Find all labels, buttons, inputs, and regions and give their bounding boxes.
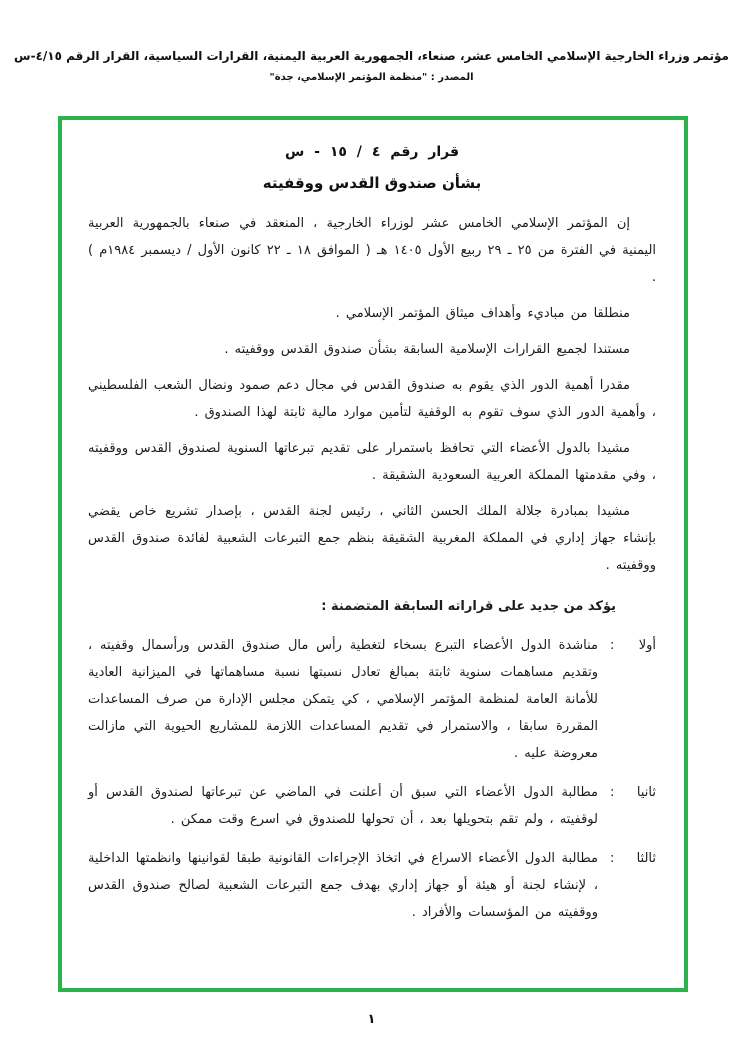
affirmation-line: يؤكد من جديد على قراراته السابقة المتضمنة :	[321, 599, 616, 614]
preamble-paragraph: مشيدا بالدول الأعضاء التي تحافظ باستمرار على تقديم تبرعاتها السنوية لصندوق القدس ووقفيته ، وفي مقدمتها المملكة العربية السعودية الشقيقة .	[88, 441, 656, 483]
document-header-line: مؤتمر وزراء الخارجية الإسلامي الخامس عشر، صنعاء، الجمهورية العربية اليمنية، القرارات السياسية، القرار الرقم ٤/١٥-س	[14, 49, 729, 63]
preamble-paragraph: مشيدا بمبادرة جلالة الملك الحسن الثاني ، رئيس لجنة القدس ، بإصدار تشريع خاص يقضي بإنشاء جهاز إداري في المملكة المغربية الشقيقة بنظم جمع التبرعات الشعبية لفائدة صندوق القدس ووقفيته .	[88, 504, 656, 573]
item-colon: :	[610, 785, 615, 800]
resolution-title: قرار رقم ٤ / ١٥ - س	[284, 144, 460, 160]
preamble-paragraph: منطلقا من مباديء وأهداف ميثاق المؤتمر الإسلامي .	[335, 306, 630, 321]
item-label	[598, 779, 656, 833]
item-text: مطالبة الدول الأعضاء التي سبق أن أعلنت في الماضي عن تبرعاتها لصندوق القدس أو لوقفيته ، ولم تقم بتحويلها بعد ، أن تحولها للصندوق في اسرع وقت ممكن .	[88, 785, 598, 827]
preamble-paragraph: مستندا لجميع القرارات الإسلامية السابقة بشأن صندوق القدس ووقفيته .	[224, 342, 630, 357]
item-label	[598, 845, 656, 926]
resolution-subtitle: بشأن صندوق القدس ووقفيته	[262, 174, 482, 192]
list-item-third	[88, 845, 656, 926]
page-number: ١	[367, 1012, 376, 1027]
list-item-second	[88, 779, 656, 833]
document-source-line: المصدر : "منظمة المؤتمر الإسلامي، جدة"	[269, 72, 474, 83]
item-ordinal: ثانيا	[636, 785, 656, 800]
document-green-frame	[58, 116, 688, 992]
item-colon: :	[610, 638, 615, 653]
list-item-first	[88, 632, 656, 767]
preamble-paragraph: مقدرا أهمية الدور الذي يقوم به صندوق القدس في مجال دعم صمود ونضال الشعب الفلسطيني ، وأهمية الدور الذي سوف تقوم به الوقفية لتأمين موارد مالية ثابتة لهذا الصندوق .	[88, 378, 656, 420]
item-ordinal: ثالثا	[636, 851, 656, 866]
item-colon: :	[610, 851, 615, 866]
item-ordinal: أولا	[638, 638, 656, 653]
item-label	[598, 632, 656, 767]
preamble-paragraph: إن المؤتمر الإسلامي الخامس عشر لوزراء الخارجية ، المنعقد في صنعاء بالجمهورية العربية اليمنية في الفترة من ٢٥ ـ ٢٩ ربيع الأول ١٤٠٥ هـ ( الموافق ١٨ ـ ٢٢ كانون الأول / ديسمبر ١٩٨٤م ) .	[88, 216, 657, 285]
item-text: مطالبة الدول الأعضاء الاسراع في اتخاذ الإجراءات القانونية طبقا لقوانينها وانظمتها الداخلية ، لإنشاء لجنة أو هيئة أو جهاز إداري بهدف جمع التبرعات الشعبية لصالح صندوق القدس ووقفيته من المؤسسات والأفراد .	[88, 851, 598, 920]
item-text: مناشدة الدول الأعضاء التبرع بسخاء لتغطية رأس مال صندوق القدس ورأسمال وقفيته ، وتقديم مساهمات سنوية ثابتة بمبالغ تعادل نسبتها نسبة مساهماتها في الميزانية العادية للأمانة العامة لمنظمة المؤتمر الإسلامي ، كي يتمكن مجلس الإدارة من صرف المساعدات المقررة سابقا ، والاستمرار في تقديم المساعدات اللازمة للمشاريع الحيوية التي مازالت معروضة عليه .	[88, 638, 598, 761]
